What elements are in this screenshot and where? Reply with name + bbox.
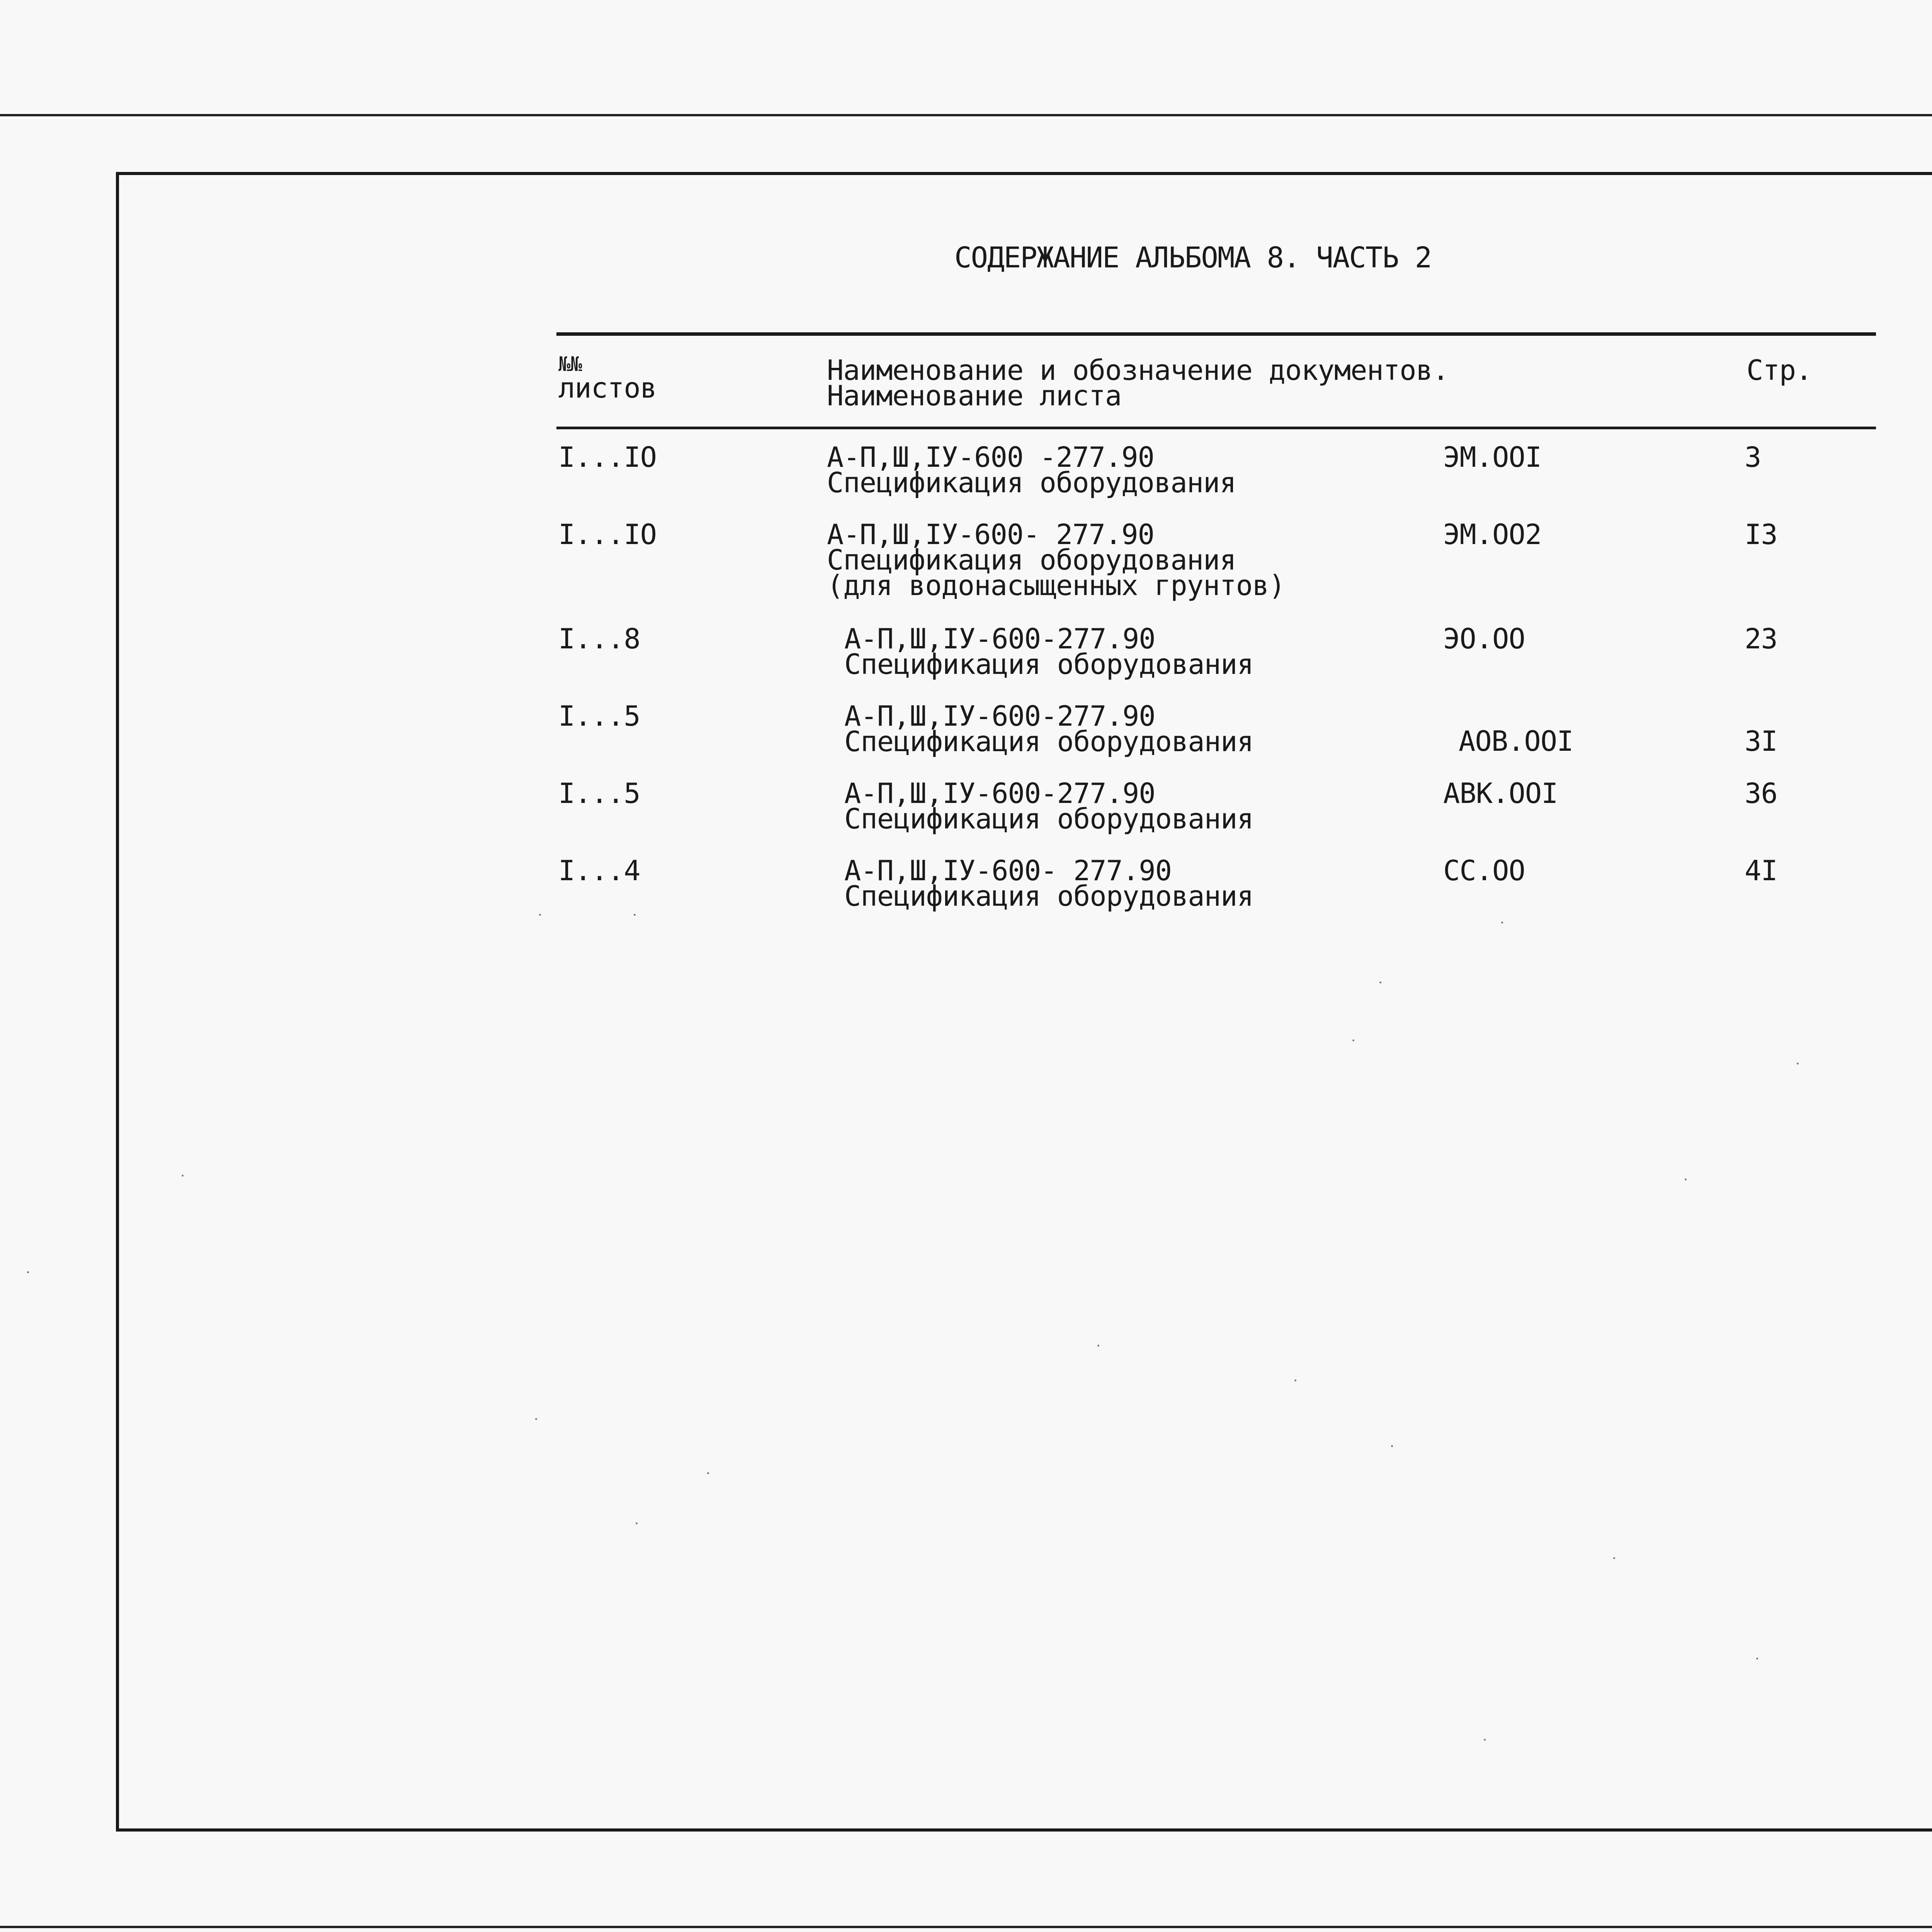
row-document-name	[844, 777, 1253, 835]
row-name-line: Спецификация оборудования	[844, 648, 1253, 680]
header-name-line1: Наименование и обозначение документов.	[827, 354, 1449, 386]
scan-speck	[27, 1271, 29, 1273]
row-name-line: А-П,Ш,IУ-600-277.90	[844, 622, 1155, 655]
scan-speck	[1613, 1557, 1615, 1559]
row-document-code: СС.ОО	[1443, 854, 1525, 887]
header-num-line1: №№	[558, 353, 582, 376]
row-name-line: Спецификация оборудования	[827, 466, 1236, 499]
row-page: I3	[1745, 518, 1777, 551]
row-name-line: А-П,Ш,IУ-600- 277.90	[844, 854, 1172, 887]
scan-speck	[539, 914, 541, 916]
scan-speck	[1352, 1039, 1354, 1041]
row-name-line: Спецификация оборудования	[827, 544, 1236, 576]
row-page: 23	[1745, 622, 1777, 655]
row-name-line: Спецификация оборудования	[844, 880, 1253, 912]
row-name-line: Спецификация оборудования	[844, 803, 1253, 835]
header-name-line2: Наименование листа	[827, 379, 1122, 412]
row-document-name	[844, 854, 1253, 912]
drawing-frame	[116, 172, 1932, 1832]
scan-speck	[1484, 1739, 1486, 1741]
document-title: СОДЕРЖАНИЕ АЛЬБОМА 8. ЧАСТЬ 2	[954, 241, 1432, 274]
row-sheets: I...5	[558, 700, 640, 732]
row-page: 36	[1745, 777, 1777, 810]
row-name-line: (для водонасыщенных грунтов)	[827, 569, 1285, 602]
header-sheet-numbers	[558, 353, 657, 404]
row-document-name	[827, 518, 1285, 602]
row-document-code: ЭМ.ООI	[1443, 441, 1542, 473]
scan-speck	[1391, 1445, 1393, 1447]
scan-speck	[1797, 1063, 1799, 1065]
row-document-name	[844, 700, 1253, 758]
row-document-code: АОВ.ООI	[1459, 725, 1573, 757]
row-name-line: А-П,Ш,IУ-600- 277.90	[827, 518, 1154, 551]
row-sheets: I...IO	[558, 441, 657, 473]
row-page: 3I	[1745, 725, 1777, 757]
row-name-line: Спецификация оборудования	[844, 725, 1253, 758]
scan-speck	[1685, 1179, 1687, 1180]
row-document-code: АВК.ООI	[1443, 777, 1558, 810]
scan-speck	[636, 1522, 638, 1524]
scan-speck	[1294, 1379, 1296, 1381]
row-document-code: ЭМ.ОО2	[1443, 518, 1542, 551]
header-num-line2: листов	[558, 372, 657, 404]
row-document-name	[827, 441, 1236, 499]
header-document-name	[827, 354, 1449, 412]
table-header-rule	[556, 427, 1876, 429]
scan-speck	[535, 1418, 537, 1420]
scan-speck	[1097, 1345, 1099, 1347]
scan-speck	[707, 1472, 709, 1474]
scan-speck	[634, 914, 636, 916]
row-sheets: I...IO	[558, 518, 657, 551]
row-sheets: I...4	[558, 854, 640, 887]
scan-speck	[1379, 981, 1381, 983]
scan-speck	[182, 1175, 184, 1177]
row-document-name	[844, 622, 1253, 680]
scan-speck	[1756, 1658, 1758, 1660]
row-page: 4I	[1745, 854, 1777, 887]
table-top-rule	[556, 332, 1876, 336]
header-page: Стр.	[1747, 354, 1812, 386]
row-name-line: А-П,Ш,IУ-600-277.90	[844, 700, 1155, 732]
row-sheets: I...8	[558, 622, 640, 655]
row-name-line: А-П,Ш,IУ-600-277.90	[844, 777, 1155, 810]
scan-speck	[1501, 922, 1503, 923]
row-document-code: ЭО.ОО	[1443, 622, 1525, 655]
row-sheets: I...5	[558, 777, 640, 810]
row-name-line: А-П,Ш,IУ-600 -277.90	[827, 441, 1154, 473]
row-page: 3	[1745, 441, 1761, 473]
